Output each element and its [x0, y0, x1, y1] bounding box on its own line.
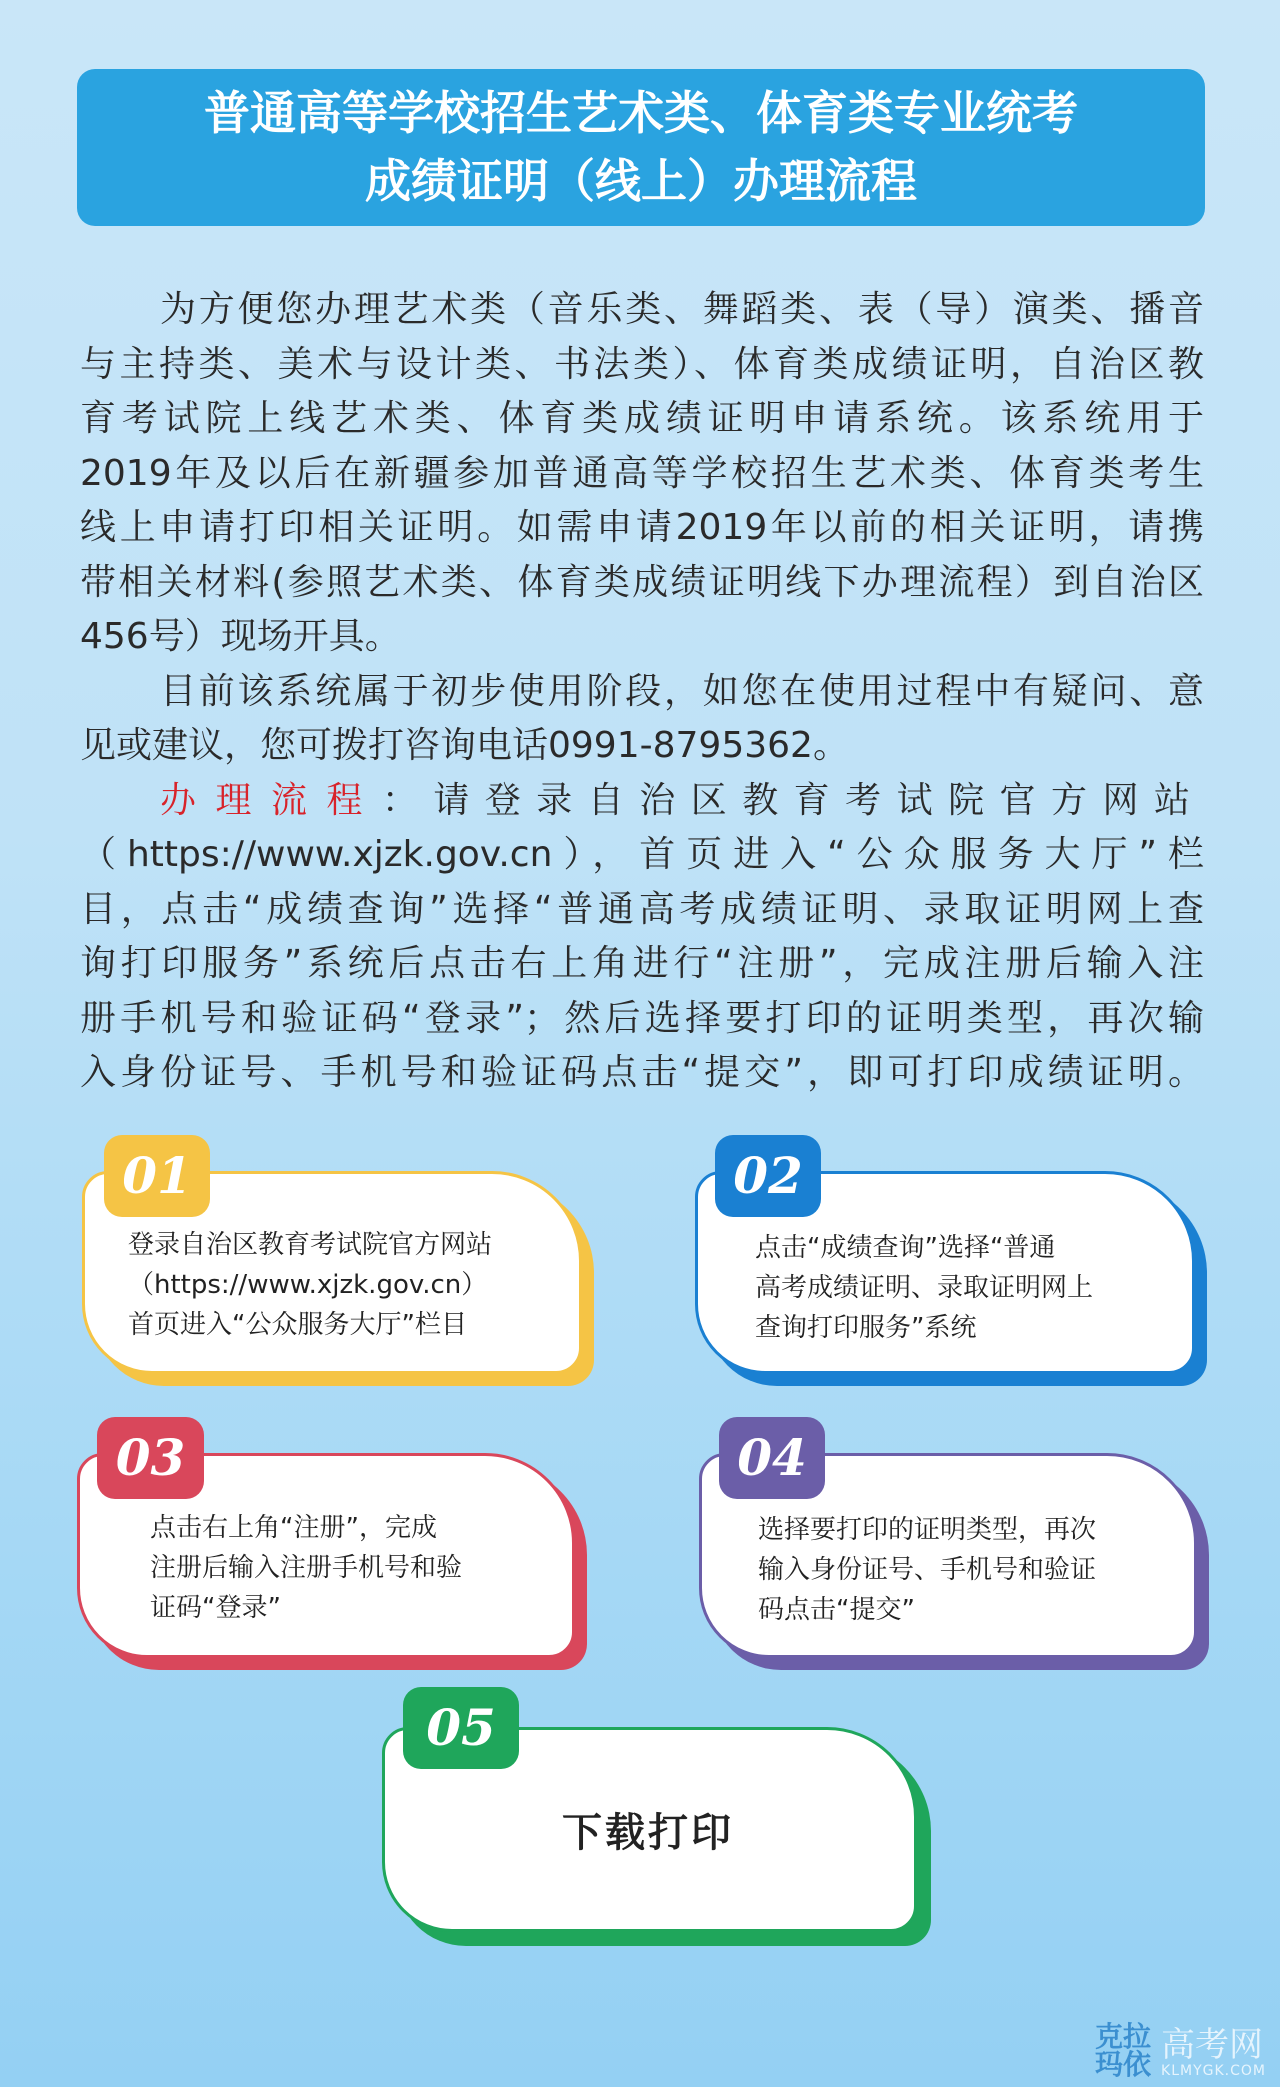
step-badge-05: 05: [403, 1687, 519, 1769]
process-line: 册手机号和验证码“登录”；然后选择要打印的证明类型，再次输: [80, 997, 1204, 1039]
step-text-line: 码点击“提交”: [758, 1595, 915, 1625]
step-text-04: [758, 1510, 1096, 1630]
intro-text: [80, 283, 1204, 1101]
title-line-2: 成绩证明（线上）办理流程: [365, 154, 917, 208]
process-line: [80, 774, 1204, 829]
intro-line: 2019年及以后在新疆参加普通高等学校招生艺术类、体育类考生: [80, 452, 1204, 494]
step-text-line: 证码“登录”: [150, 1593, 281, 1623]
process-label: 办理流程: [160, 779, 382, 821]
step-text-line: 高考成绩证明、录取证明网上: [755, 1273, 1094, 1303]
step-text-01: [128, 1225, 492, 1345]
intro-line: 线上申请打印相关证明。如需申请2019年以前的相关证明，请携: [80, 507, 1204, 548]
notice-line: 目前该系统属于初步使用阶段，如您在使用过程中有疑问、意: [160, 670, 1204, 712]
process-line: 入身份证号、手机号和验证码点击“提交”，即可打印成绩证明。: [80, 1052, 1204, 1093]
step-text-line: 选择要打印的证明类型，再次: [758, 1515, 1097, 1545]
process-line: 询打印服务”系统后点击右上角进行“注册”，完成注册后输入注: [80, 943, 1204, 984]
step-badge-03: 03: [97, 1417, 204, 1499]
intro-line: 456号）现场开具。: [80, 616, 401, 657]
intro-line: 带相关材料(参照艺术类、体育类成绩证明线下办理流程）到自治区: [80, 561, 1204, 603]
step-badge-02: 02: [715, 1135, 821, 1217]
process-text: ：请登录自治区教育考试院官方网站: [381, 779, 1204, 821]
intro-line: 与主持类、美术与设计类、书法类）、体育类成绩证明，自治区教: [80, 343, 1204, 385]
step-text-03: [150, 1508, 462, 1628]
step-text-line: 点击右上角“注册”，完成: [150, 1513, 437, 1543]
page-title: [77, 69, 1205, 226]
step-text-02: [755, 1228, 1093, 1348]
process-line: 目，点击“成绩查询”选择“普通高考成绩证明、录取证明网上查: [80, 888, 1204, 930]
step-text-line: 首页进入“公众服务大厅”栏目: [128, 1310, 467, 1340]
step-badge-01: 01: [104, 1135, 210, 1217]
step-text-line: （https://www.xjzk.gov.cn）: [128, 1270, 488, 1300]
step-text-05: 下载打印: [562, 1810, 734, 1856]
step-text-line: 注册后输入注册手机号和验: [150, 1553, 463, 1583]
intro-line: 育考试院上线艺术类、体育类成绩证明申请系统。该系统用于: [80, 398, 1204, 439]
title-line-1: 普通高等学校招生艺术类、体育类专业统考: [204, 86, 1078, 140]
step-text-line: 输入身份证号、手机号和验证: [758, 1555, 1097, 1585]
watermark-name: 高考网: [1161, 2025, 1264, 2065]
notice-line: 见或建议，您可拨打咨询电话0991-8795362。: [80, 725, 849, 766]
step-text-line: 查询打印服务”系统: [755, 1313, 977, 1343]
step-badge-04: 04: [719, 1417, 825, 1499]
process-line: （https://www.xjzk.gov.cn），首页进入“公众服务大厅”栏: [80, 834, 1204, 875]
intro-line: 为方便您办理艺术类（音乐类、舞蹈类、表（导）演类、播音: [160, 289, 1204, 330]
step-text-line: 点击“成绩查询”选择“普通: [755, 1233, 1056, 1263]
step-text-line: 登录自治区教育考试院官方网站: [128, 1230, 493, 1260]
watermark-logo: [1095, 2020, 1266, 2081]
watermark-brand: 克拉玛依: [1095, 2020, 1152, 2081]
watermark-domain: KLMYGK.COM: [1161, 2063, 1266, 2079]
